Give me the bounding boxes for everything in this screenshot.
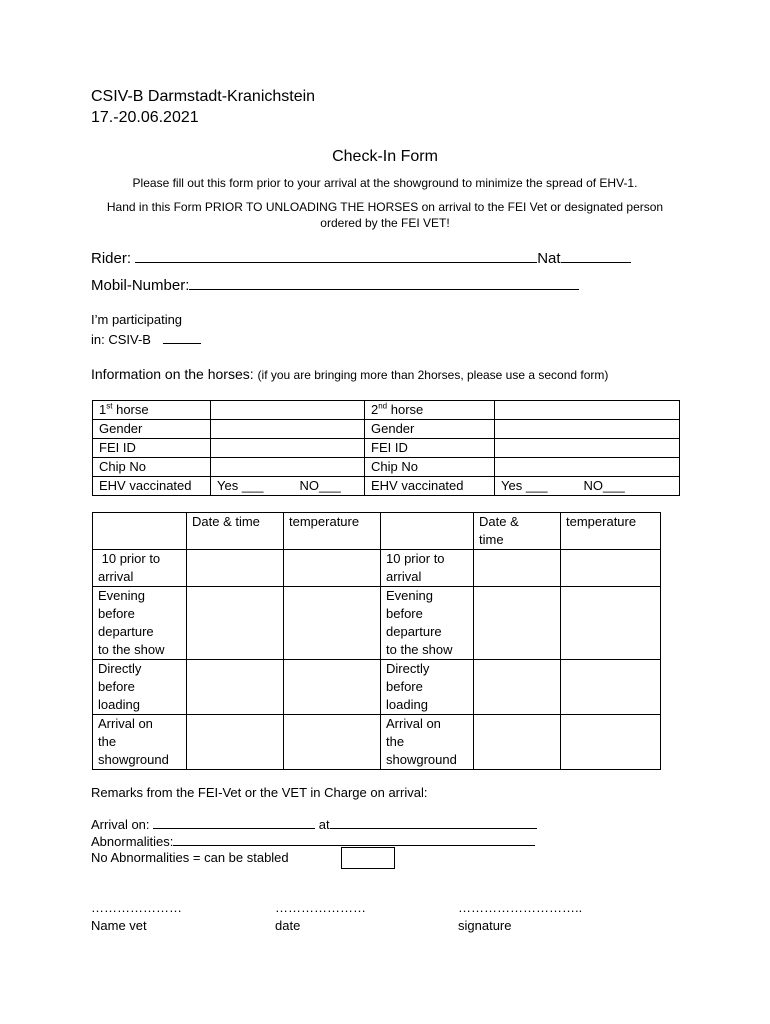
name-vet-label: Name vet (91, 918, 147, 933)
participating-class-label: in: CSIV-B (91, 332, 151, 347)
rider-label: Rider: (91, 250, 132, 267)
first-temp-input[interactable] (284, 587, 381, 660)
horses-note: (if you are bringing more than 2horses, please use a second form) (257, 368, 609, 382)
second-gender-input[interactable] (495, 420, 680, 439)
first-horse-name-input[interactable] (211, 401, 365, 420)
temp-table-corner (93, 513, 187, 550)
form-title: Check-In Form (332, 148, 438, 165)
second-temp-input[interactable] (561, 660, 661, 715)
first-date-input[interactable] (187, 550, 284, 587)
table-row (93, 715, 661, 770)
ehv-label: EHV vaccinated (93, 477, 211, 496)
second-temp-input[interactable] (561, 550, 661, 587)
fei-id-label: FEI ID (93, 439, 211, 458)
arrival-row (91, 815, 537, 832)
at-input[interactable] (330, 815, 537, 829)
temp-table-corner-2 (381, 513, 474, 550)
table-row (93, 401, 680, 420)
no-abnormalities-checkbox[interactable] (341, 847, 395, 869)
table-row (93, 439, 680, 458)
second-fei-id-input[interactable] (495, 439, 680, 458)
signature-label: signature (458, 918, 512, 933)
signature-line[interactable]: ……………………….. (458, 900, 583, 915)
abnormalities-row (91, 832, 535, 849)
fei-id-label-2: FEI ID (365, 439, 495, 458)
first-date-input[interactable] (187, 587, 284, 660)
first-date-input[interactable] (187, 660, 284, 715)
table-row (93, 458, 680, 477)
participating-class-row (91, 330, 201, 347)
table-row (93, 587, 661, 660)
second-chip-input[interactable] (495, 458, 680, 477)
second-date-input[interactable] (474, 550, 561, 587)
name-vet-line[interactable]: ………………… (91, 900, 182, 915)
event-name: CSIV-B Darmstadt-Kranichstein (91, 88, 316, 105)
second-ehv-choice[interactable]: Yes ___ NO___ (495, 477, 680, 496)
table-row (93, 660, 661, 715)
nat-input[interactable] (561, 249, 631, 263)
rider-input[interactable] (135, 249, 537, 263)
first-temp-input[interactable] (284, 660, 381, 715)
second-temp-header: temperature (561, 513, 661, 550)
second-temp-input[interactable] (561, 715, 661, 770)
first-chip-input[interactable] (211, 458, 365, 477)
no-abnormalities-label: No Abnormalities = can be stabled (91, 850, 289, 865)
abnormalities-label: Abnormalities: (91, 834, 174, 849)
row-label-directly: Directly before loading (93, 660, 187, 715)
abnormalities-input[interactable] (173, 832, 535, 846)
first-ehv-choice[interactable]: Yes ___ NO___ (211, 477, 365, 496)
remarks-heading: Remarks from the FEI-Vet or the VET in Charge on arrival: (91, 785, 428, 800)
instruction-line-3: ordered by the FEI VET! (320, 216, 450, 230)
first-date-header: Date & time (187, 513, 284, 550)
gender-label: Gender (93, 420, 211, 439)
table-row (93, 513, 661, 550)
second-date-input[interactable] (474, 715, 561, 770)
first-fei-id-input[interactable] (211, 439, 365, 458)
participating-input[interactable] (163, 330, 201, 344)
second-temp-input[interactable] (561, 587, 661, 660)
row-label-10-prior: 10 prior to arrival (93, 550, 187, 587)
row-label-arrival-2: Arrival on the showground (381, 715, 474, 770)
nat-label: Nat (537, 250, 561, 267)
mobile-input[interactable] (189, 276, 579, 290)
second-date-input[interactable] (474, 660, 561, 715)
row-label-arrival: Arrival on the showground (93, 715, 187, 770)
row-label-evening: Evening before departure to the show (93, 587, 187, 660)
second-date-header: Date & time (474, 513, 561, 550)
first-temp-header: temperature (284, 513, 381, 550)
temperature-table (92, 512, 661, 770)
event-dates: 17.-20.06.2021 (91, 109, 199, 126)
first-temp-input[interactable] (284, 550, 381, 587)
date-label: date (275, 918, 301, 933)
table-row (93, 477, 680, 496)
horses-heading-row (91, 366, 608, 382)
horse-info-table (92, 400, 680, 496)
first-horse-label: 1st horse (93, 401, 211, 420)
first-gender-input[interactable] (211, 420, 365, 439)
second-date-input[interactable] (474, 587, 561, 660)
rider-row (91, 249, 631, 267)
arrival-on-input[interactable] (153, 815, 315, 829)
arrival-on-label: Arrival on: (91, 817, 150, 832)
mobile-label: Mobil-Number: (91, 277, 190, 294)
chip-no-label: Chip No (93, 458, 211, 477)
instruction-line-2: Hand in this Form PRIOR TO UNLOADING THE HORSES on arrival to the FEI Vet or designated person (106, 200, 664, 214)
row-label-directly-2: Directly before loading (381, 660, 474, 715)
instruction-line-1: Please fill out this form prior to your arrival at the showground to minimize the spread of EHV-1. (132, 176, 638, 190)
at-label: at (318, 817, 330, 832)
date-line[interactable]: ………………… (275, 900, 366, 915)
mobile-row (91, 276, 579, 294)
table-row (93, 420, 680, 439)
ehv-label-2: EHV vaccinated (365, 477, 495, 496)
first-date-input[interactable] (187, 715, 284, 770)
row-label-evening-2: Evening before departure to the show (381, 587, 474, 660)
gender-label-2: Gender (365, 420, 495, 439)
table-row (93, 550, 661, 587)
second-horse-label: 2nd horse (365, 401, 495, 420)
first-temp-input[interactable] (284, 715, 381, 770)
second-horse-name-input[interactable] (495, 401, 680, 420)
chip-no-label-2: Chip No (365, 458, 495, 477)
row-label-10-prior-2: 10 prior to arrival (381, 550, 474, 587)
horses-heading: Information on the horses: (91, 366, 254, 382)
participating-label: I’m participating (91, 312, 183, 327)
